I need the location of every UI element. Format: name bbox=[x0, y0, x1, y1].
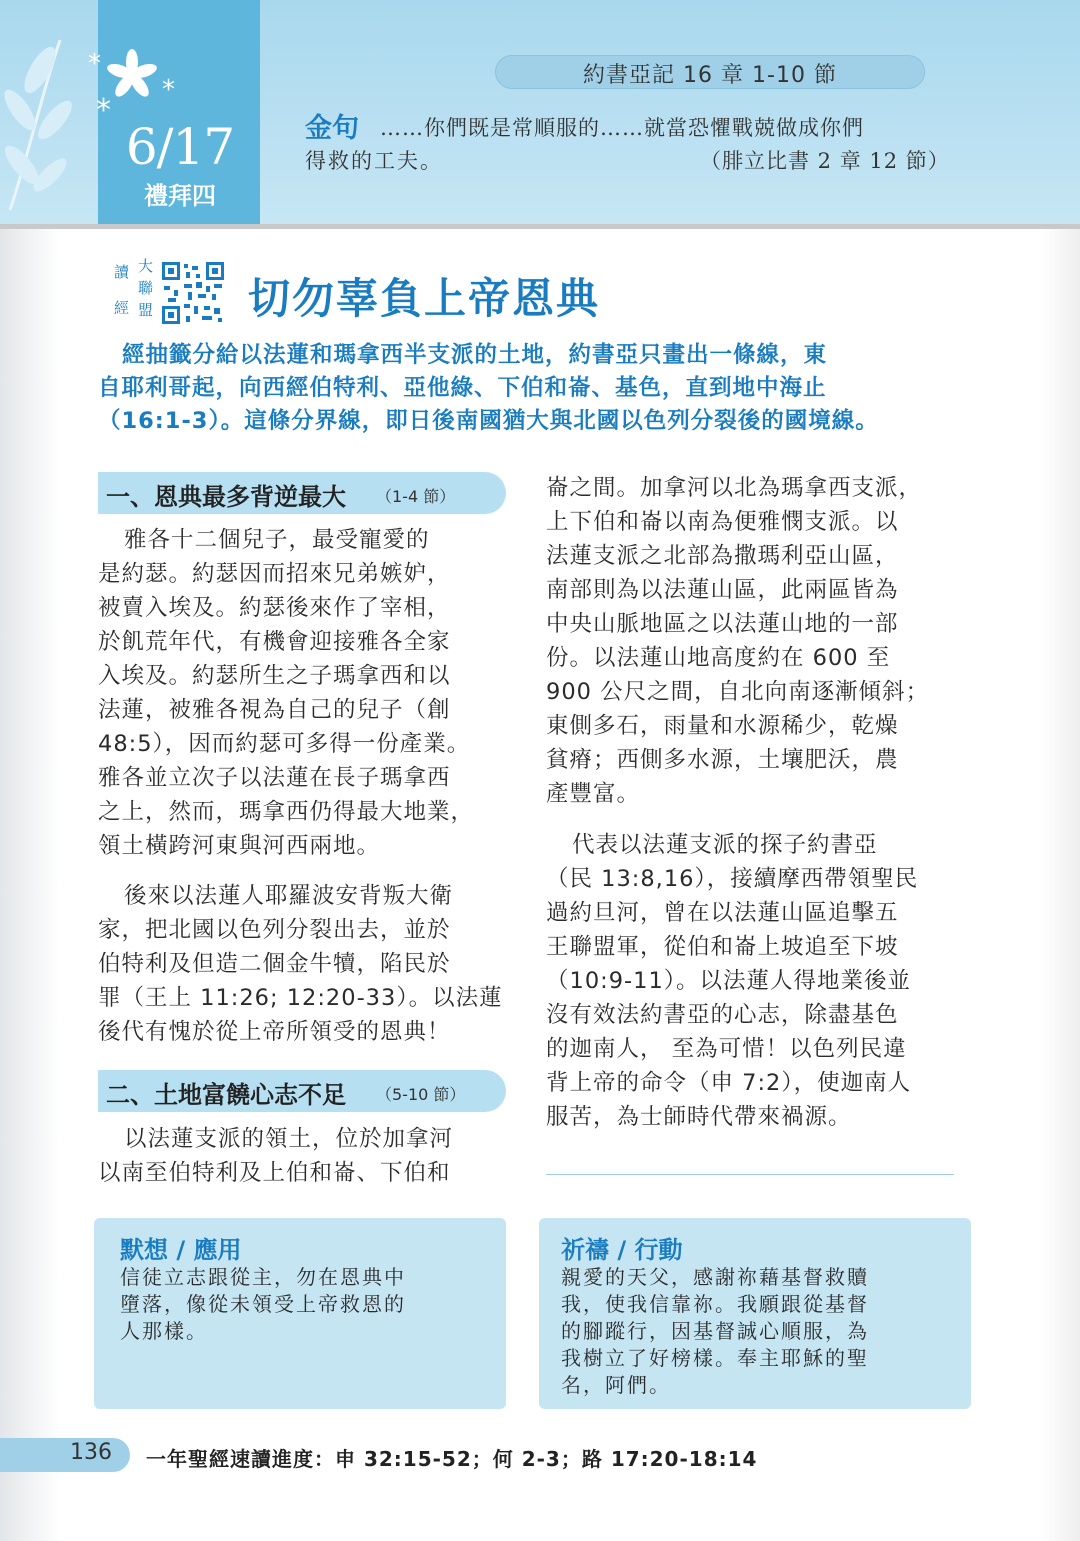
text-line: 服苦，為士師時代帶來禍源。 bbox=[546, 1104, 852, 1130]
golden-verse-line-2: 得救的工夫。 bbox=[305, 149, 443, 173]
text-line: 過約旦河，曾在以法蓮山區追擊五 bbox=[546, 900, 899, 926]
text-line: 伯特利及但造二個金牛犢，陷民於 bbox=[98, 951, 451, 977]
meditation-box bbox=[94, 1218, 506, 1409]
section-2-heading bbox=[98, 1070, 506, 1112]
flower-decoration-icon bbox=[80, 40, 190, 130]
text-line: 的迦南人， 至為可惜！以色列民違 bbox=[546, 1036, 907, 1062]
text-line: 我樹立了好榜樣。奉主耶穌的聖 bbox=[561, 1346, 869, 1370]
svg-text:*: * bbox=[162, 75, 175, 105]
section-1-title: 一、恩典最多背逆最大 bbox=[106, 483, 346, 511]
section-2-paragraph-2 bbox=[546, 828, 956, 1134]
text-line: 法蓮，被雅各視為自己的兒子（創 bbox=[98, 697, 451, 723]
meditation-title: 默想 / 應用 bbox=[120, 1236, 242, 1264]
text-line: 中央山脈地區之以法蓮山地的一部 bbox=[546, 611, 899, 637]
date-number: 6/17 bbox=[125, 118, 235, 176]
weekday-label: 禮拜四 bbox=[144, 182, 216, 210]
svg-text:*: * bbox=[96, 93, 111, 128]
text-line: 罪（王上 11:26; 12:20-33）。以法蓮 bbox=[98, 985, 503, 1011]
meditation-text bbox=[120, 1264, 406, 1345]
golden-verse-line-1: ……你們既是常順服的……就當恐懼戰兢做成你們 bbox=[380, 116, 864, 140]
section-1-heading bbox=[98, 472, 506, 514]
intro-line: （16:1-3）。這條分界線，即日後南國猶大與北國以色列分裂後的國境線。 bbox=[98, 408, 879, 434]
text-line: （10:9-11）。以法蓮人得地業後並 bbox=[546, 968, 912, 994]
section-2-paragraph-1-left bbox=[98, 1122, 508, 1190]
text-line: 是約瑟。約瑟因而招來兄弟嫉妒， bbox=[98, 561, 451, 587]
text-line: 後代有愧於從上帝所領受的恩典！ bbox=[98, 1019, 451, 1045]
text-line: 於飢荒年代，有機會迎接雅各全家 bbox=[98, 629, 451, 655]
text-line: 以南至伯特利及上伯和崙、下伯和 bbox=[98, 1160, 451, 1186]
text-line: 東側多石，雨量和水源稀少，乾燥 bbox=[546, 713, 899, 739]
intro-line: 自耶利哥起，向西經伯特利、亞他綠、下伯和崙、基色，直到地中海止 bbox=[98, 375, 827, 401]
prayer-title: 祈禱 / 行動 bbox=[561, 1236, 683, 1264]
section-2-range: （5-10 節） bbox=[376, 1085, 466, 1104]
text-line: 人那樣。 bbox=[120, 1319, 208, 1343]
text-line: 代表以法蓮支派的探子約書亞 bbox=[572, 832, 878, 858]
text-line: 48:5），因而約瑟可多得一份產業。 bbox=[98, 731, 471, 757]
text-line: 之上，然而，瑪拿西仍得最大地業， bbox=[98, 799, 475, 825]
golden-verse-label: 金句 bbox=[305, 113, 359, 144]
text-line: 雅各並立次子以法蓮在長子瑪拿西 bbox=[98, 765, 451, 791]
text-line: 入埃及。約瑟所生之子瑪拿西和以 bbox=[98, 663, 451, 689]
text-line: 上下伯和崙以南為便雅憫支派。以 bbox=[546, 509, 899, 535]
text-line: 家，把北國以色列分裂出去，並於 bbox=[98, 917, 451, 943]
text-line: 雅各十二個兒子，最受寵愛的 bbox=[124, 527, 430, 553]
text-line: 墮落，像從未領受上帝救恩的 bbox=[120, 1292, 406, 1316]
text-line: 親愛的天父，感謝祢藉基督救贖 bbox=[561, 1265, 869, 1289]
section-1-paragraph-1 bbox=[98, 523, 508, 863]
svg-text:*: * bbox=[88, 49, 101, 79]
page-number: 136 bbox=[70, 1440, 112, 1465]
text-line: 後來以法蓮人耶羅波安背叛大衛 bbox=[124, 883, 454, 909]
text-line: 的腳蹤行，因基督誠心順服，為 bbox=[561, 1319, 869, 1343]
page-title: 切勿辜負上帝恩典 bbox=[248, 274, 601, 323]
text-line: 以法蓮支派的領土，位於加拿河 bbox=[124, 1126, 454, 1152]
prayer-text bbox=[561, 1264, 869, 1399]
text-line: 900 公尺之間，自北向南逐漸傾斜； bbox=[546, 679, 930, 705]
golden-verse-source: （腓立比書 2 章 12 節） bbox=[700, 149, 950, 173]
section-1-paragraph-2 bbox=[98, 879, 508, 1049]
text-line: 領土橫跨河東與河西兩地。 bbox=[98, 833, 381, 859]
column-divider bbox=[546, 1174, 954, 1175]
section-2-title: 二、土地富饒心志不足 bbox=[106, 1081, 346, 1109]
sidebar-char: 盟 bbox=[138, 301, 154, 319]
section-2-paragraph-1-right bbox=[546, 471, 956, 811]
text-line: 被賣入埃及。約瑟後來作了宰相， bbox=[98, 595, 451, 621]
text-line: 貧瘠；西側多水源，土壤肥沃，農 bbox=[546, 747, 899, 773]
text-line: 法蓮支派之北部為撒瑪利亞山區， bbox=[546, 543, 899, 569]
header-divider bbox=[0, 224, 1080, 229]
intro-line: 經抽籤分給以法蓮和瑪拿西半支派的土地，約書亞只畫出一條線，東 bbox=[122, 342, 828, 368]
qr-code-icon[interactable] bbox=[162, 262, 224, 324]
text-line: 王聯盟軍，從伯和崙上坡追至下坡 bbox=[546, 934, 899, 960]
text-line: 南部則為以法蓮山區，此兩區皆為 bbox=[546, 577, 899, 603]
intro-paragraph bbox=[98, 339, 958, 438]
text-line: （民 13:8,16），接續摩西帶領聖民 bbox=[546, 866, 919, 892]
sidebar-char: 經 bbox=[114, 299, 130, 317]
sidebar-char: 大 bbox=[138, 257, 154, 275]
text-line: 我，使我信靠祢。我願跟從基督 bbox=[561, 1292, 869, 1316]
text-line: 名，阿們。 bbox=[561, 1373, 671, 1397]
reading-plan: 一年聖經速讀進度：申 32:15-52；何 2-3；路 17:20-18:14 bbox=[146, 1447, 758, 1471]
text-line: 信徒立志跟從主，勿在恩典中 bbox=[120, 1265, 406, 1289]
section-1-range: （1-4 節） bbox=[376, 487, 456, 506]
sidebar-char: 聯 bbox=[138, 279, 154, 297]
prayer-box bbox=[539, 1218, 971, 1409]
text-line: 份。以法蓮山地高度約在 600 至 bbox=[546, 645, 891, 671]
text-line: 背上帝的命令（申 7:2），使迦南人 bbox=[546, 1070, 912, 1096]
scripture-reference: 約書亞記 16 章 1-10 節 bbox=[583, 63, 837, 88]
sidebar-char: 讀 bbox=[114, 263, 130, 281]
text-line: 崙之間。加拿河以北為瑪拿西支派， bbox=[546, 475, 923, 501]
text-line: 產豐富。 bbox=[546, 781, 641, 807]
text-line: 沒有效法約書亞的心志，除盡基色 bbox=[546, 1002, 899, 1028]
